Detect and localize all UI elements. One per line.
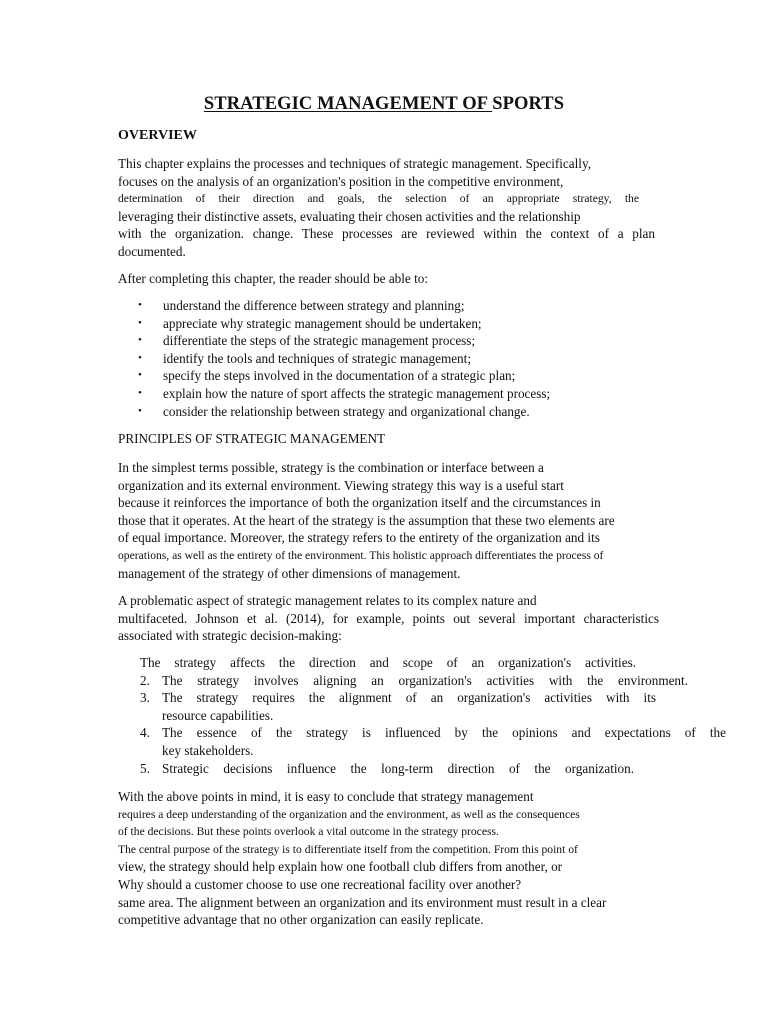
list-item-text: resource capabilities. [162, 707, 274, 723]
list-number: 4. [140, 725, 150, 741]
document-title [0, 94, 768, 115]
list-item-text: key stakeholders. [162, 742, 254, 758]
conclusion-line: competitive advantage that no other organization can easily replicate. [118, 912, 484, 928]
list-item-text: The essence of the strategy is influenced by the opinions and expectations of the [162, 725, 726, 741]
list-item [138, 350, 550, 368]
list-number: 5. [140, 760, 150, 776]
list-item [138, 403, 550, 421]
after-completing-text [118, 270, 655, 288]
principles-line: management of the strategy of other dimensions of management. [118, 565, 461, 581]
list-item-text: The strategy affects the direction and scope of an organization's activities. [140, 655, 636, 670]
overview-line: focuses on the analysis of an organization's position in the competitive environment, [118, 173, 564, 189]
objectives-list [138, 297, 550, 420]
list-item-text: The strategy involves aligning an organization's activities with the environment. [162, 672, 688, 688]
principles-heading: PRINCIPLES OF STRATEGIC MANAGEMENT [118, 431, 386, 446]
list-item [138, 297, 550, 315]
conclusion-line: view, the strategy should help explain how one football club differs from another, or [118, 859, 563, 875]
conclusion-line: The central purpose of the strategy is to differentiate itself from the competition. From this point of [118, 842, 578, 856]
principles-line: because it reinforces the importance of both the organization itself and the circumstances in [118, 495, 601, 511]
list-item-body [162, 760, 726, 778]
conclusion-line: requires a deep understanding of the organization and the environment, as well as the consequences [118, 807, 580, 821]
list-item [138, 385, 550, 403]
list-item-text: understand the difference between strategy and planning; [163, 298, 465, 313]
list-item-body [162, 672, 726, 690]
list-item [140, 654, 726, 672]
title-underlined-part: STRATEGIC MANAGEMENT OF [203, 94, 493, 114]
bullet-icon: • [138, 404, 142, 417]
list-item [138, 367, 550, 385]
list-item [140, 672, 726, 690]
list-item [140, 760, 726, 778]
overview-line: leveraging their distinctive assets, evaluating their chosen activities and the relationship [118, 208, 581, 224]
problematic-paragraph [118, 592, 659, 645]
list-item [140, 689, 726, 724]
list-item-text: differentiate the steps of the strategic management process; [163, 333, 476, 349]
title-rest-part: SPORTS [492, 94, 565, 114]
list-item-text: specify the steps involved in the documentation of a strategic plan; [163, 368, 516, 384]
bullet-icon: • [138, 334, 142, 347]
list-item [138, 332, 550, 350]
overview-line: documented. [118, 243, 186, 259]
overview-paragraph [118, 155, 655, 261]
overview-heading: OVERVIEW [118, 128, 197, 143]
list-item-text: Strategic decisions influence the long-term direction of the organization. [162, 760, 634, 776]
conclusion-line: same area. The alignment between an organization and its environment must result in a clear [118, 894, 607, 910]
conclusion-line: of the decisions. But these points overlook a vital outcome in the strategy process. [118, 825, 499, 839]
characteristics-list [140, 654, 726, 777]
list-item-text: appreciate why strategic management should be undertaken; [163, 315, 482, 331]
problematic-line: A problematic aspect of strategic management relates to its complex nature and [118, 593, 537, 608]
conclusion-paragraph [118, 788, 655, 929]
list-item-body [162, 724, 726, 759]
list-item-text: The strategy requires the alignment of an organization's activities with its [162, 690, 656, 706]
list-item-body [140, 654, 726, 672]
conclusion-line: With the above points in mind, it is easy to conclude that strategy management [118, 789, 534, 804]
overview-line: This chapter explains the processes and techniques of strategic management. Specifically, [118, 156, 591, 171]
bullet-icon: • [138, 351, 142, 364]
principles-line: of equal importance. Moreover, the strategy refers to the entirety of the organization and its [118, 530, 600, 546]
list-number: 3. [140, 690, 150, 706]
bullet-icon: • [138, 386, 142, 399]
bullet-icon: • [138, 316, 142, 329]
list-item [138, 315, 550, 333]
list-item-text: explain how the nature of sport affects the strategic management process; [163, 385, 551, 401]
principles-line: In the simplest terms possible, strategy is the combination or interface between a [118, 460, 544, 475]
list-item [140, 724, 726, 759]
bullet-icon: • [138, 299, 142, 311]
list-item-text: consider the relationship between strategy and organizational change. [163, 403, 530, 419]
overview-line: determination of their direction and goals, the selection of an appropriate strategy, the [118, 192, 639, 206]
conclusion-line: Why should a customer choose to use one recreational facility over another? [118, 876, 522, 892]
principles-line: operations, as well as the entirety of the environment. This holistic approach differentiates the process of [118, 548, 604, 562]
list-number: 2. [140, 672, 150, 688]
principles-paragraph [118, 459, 655, 582]
principles-line: organization and its external environment. Viewing strategy this way is a useful start [118, 477, 564, 493]
problematic-line: associated with strategic decision-making: [118, 628, 342, 644]
bullet-icon: • [138, 369, 142, 382]
principles-line: those that it operates. At the heart of the strategy is the assumption that these two elements are [118, 512, 615, 528]
after-completing-line: After completing this chapter, the reader should be able to: [118, 271, 429, 286]
overview-line: with the organization. change. These processes are reviewed within the context of a plan [118, 226, 655, 242]
problematic-line: multifaceted. Johnson et al. (2014), for example, points out several important characteristics [118, 610, 659, 626]
list-item-text: identify the tools and techniques of strategic management; [163, 350, 471, 366]
list-item-body [162, 689, 726, 724]
